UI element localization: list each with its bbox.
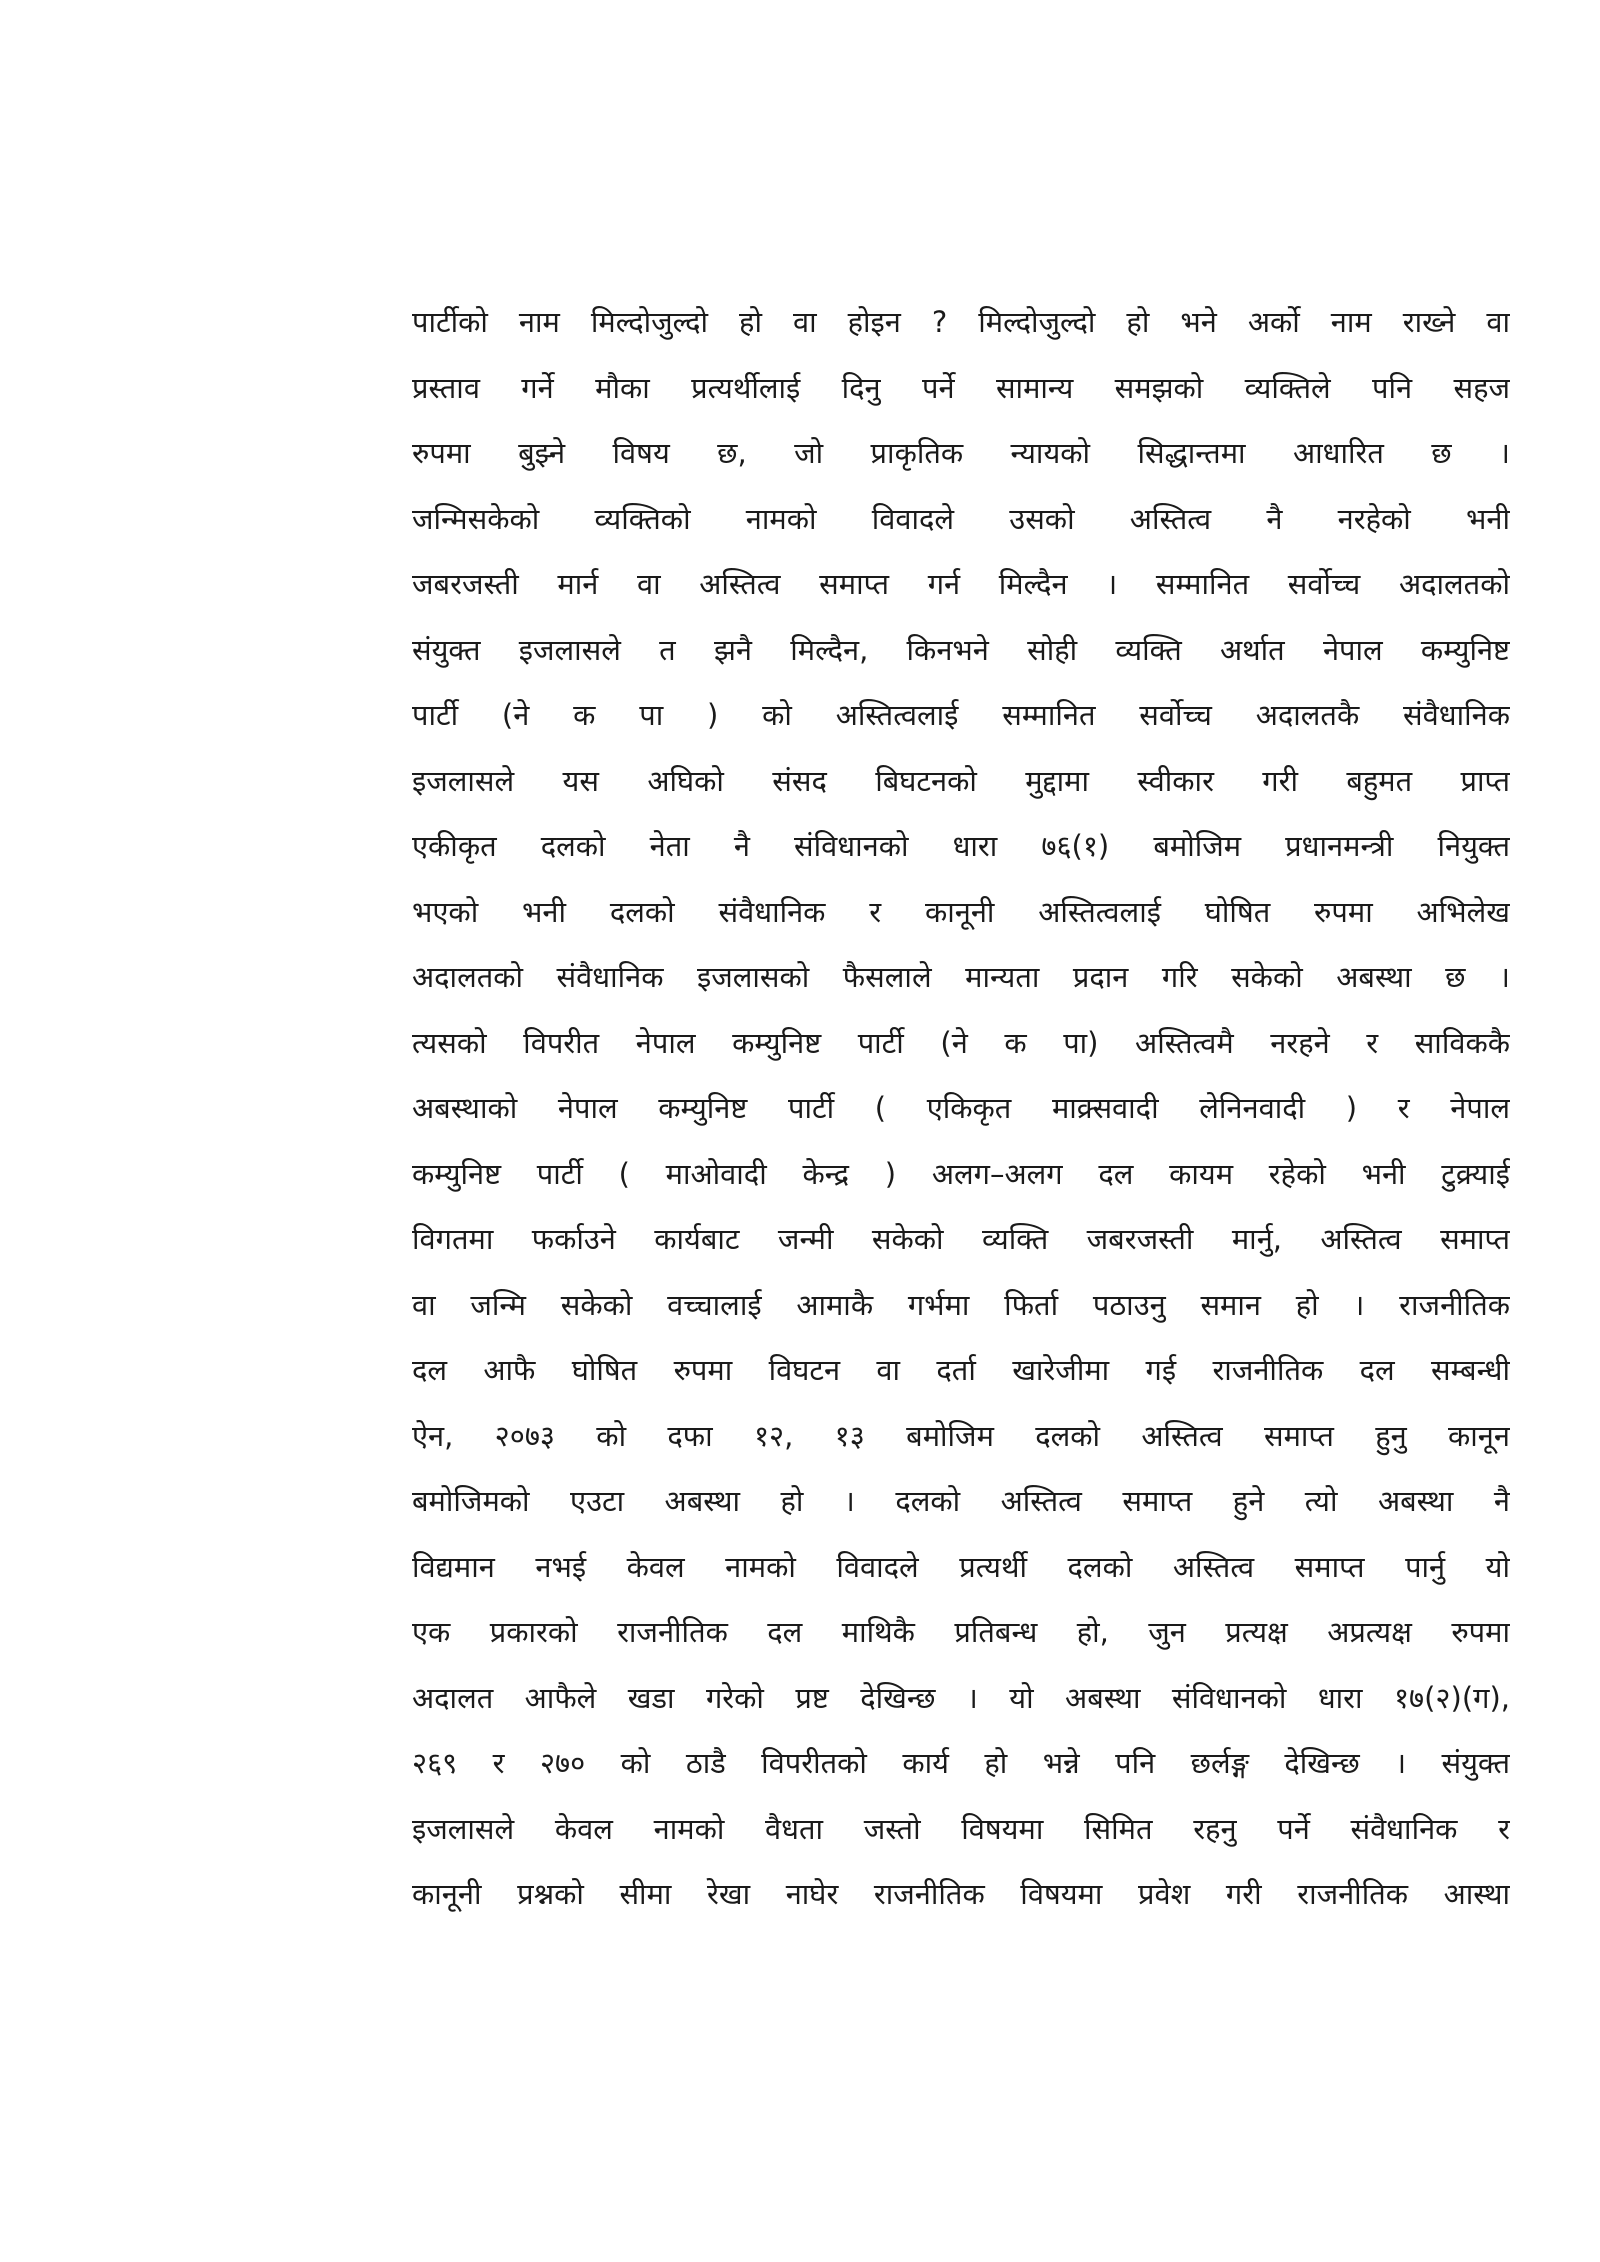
text-line: प्रस्ताव गर्ने मौका प्रत्यर्थीलाई दिनु पर्ने सामान्य समझको व्यक्तिले पनि सहज — [412, 370, 1510, 405]
text-line: पार्टी (ने क पा ) को अस्तित्वलाई सम्मानित सर्वोच्च अदालतकै संवैधानिक — [412, 698, 1510, 732]
text-line: बमोजिमको एउटा अबस्था हो । दलको अस्तित्व समाप्त हुने त्यो अबस्था नै — [412, 1484, 1510, 1518]
text-line: अदालत आफैले खडा गरेको प्रष्ट देखिन्छ । यो अबस्था संविधानको धारा १७(२)(ग), — [412, 1680, 1510, 1715]
text-line: विद्यमान नभई केवल नामको विवादले प्रत्यर्थी दलको अस्तित्व समाप्त पार्नु यो — [412, 1549, 1510, 1584]
text-line: त्यसको विपरीत नेपाल कम्युनिष्ट पार्टी (ने क पा) अस्तित्वमै नरहने र साविककै — [412, 1025, 1510, 1060]
text-line: एक प्रकारको राजनीतिक दल माथिकै प्रतिबन्ध हो, जुन प्रत्यक्ष अप्रत्यक्ष रुपमा — [412, 1615, 1510, 1649]
text-line: भएको भनी दलको संवैधानिक र कानूनी अस्तित्वलाई घोषित रुपमा अभिलेख — [412, 894, 1510, 929]
text-line: वा जन्मि सकेको वच्चालाई आमाकै गर्भमा फिर्ता पठाउनु समान हो । राजनीतिक — [412, 1287, 1510, 1322]
text-line: इजलासले केवल नामको वैधता जस्तो विषयमा सिमित रहनु पर्ने संवैधानिक र — [412, 1811, 1510, 1846]
text-line: दल आफै घोषित रुपमा विघटन वा दर्ता खारेजीमा गई राजनीतिक दल सम्बन्धी — [412, 1353, 1510, 1387]
text-line: अबस्थाको नेपाल कम्युनिष्ट पार्टी ( एकिकृत माक्र्सवादी लेनिनवादी ) र नेपाल — [412, 1091, 1510, 1125]
text-line: अदालतको संवैधानिक इजलासको फैसलाले मान्यता प्रदान गरि सकेको अबस्था छ । — [412, 960, 1510, 994]
text-line: पार्टीको नाम मिल्दोजुल्दो हो वा होइन ? मिल्दोजुल्दो हो भने अर्को नाम राख्ने वा — [412, 305, 1510, 339]
text-line: कानूनी प्रश्नको सीमा रेखा नाघेर राजनीतिक विषयमा प्रवेश गरी राजनीतिक आस्था — [412, 1877, 1510, 1911]
text-line: विगतमा फर्काउने कार्यबाट जन्मी सकेको व्यक्ति जबरजस्ती मार्नु, अस्तित्व समाप्त — [412, 1222, 1510, 1256]
text-line: संयुक्त इजलासले त झनै मिल्दैन, किनभने सोही व्यक्ति अर्थात नेपाल कम्युनिष्ट — [412, 632, 1510, 667]
text-line: ऐन, २०७३ को दफा १२, १३ बमोजिम दलको अस्तित्व समाप्त हुनु कानून — [412, 1418, 1510, 1453]
text-line: जन्मिसकेको व्यक्तिको नामको विवादले उसको अस्तित्व नै नरहेको भनी — [412, 501, 1510, 536]
body-paragraph — [412, 290, 1510, 1928]
text-line: इजलासले यस अघिको संसद बिघटनको मुद्दामा स्वीकार गरी बहुमत प्राप्त — [412, 763, 1510, 798]
text-line: कम्युनिष्ट पार्टी ( माओवादी केन्द्र ) अलग–अलग दल कायम रहेको भनी टुक्र्याई — [412, 1156, 1510, 1191]
text-line: २६९ र २७० को ठाडै विपरीतको कार्य हो भन्ने पनि छर्लङ्ग देखिन्छ । संयुक्त — [412, 1746, 1510, 1780]
text-line: रुपमा बुझ्ने विषय छ, जो प्राकृतिक न्यायको सिद्धान्तमा आधारित छ । — [412, 436, 1510, 470]
text-line: एकीकृत दलको नेता नै संविधानको धारा ७६(१) बमोजिम प्रधानमन्त्री नियुक्त — [412, 829, 1510, 863]
text-line: जबरजस्ती मार्न वा अस्तित्व समाप्त गर्न मिल्दैन । सम्मानित सर्वोच्च अदालतको — [412, 567, 1510, 601]
